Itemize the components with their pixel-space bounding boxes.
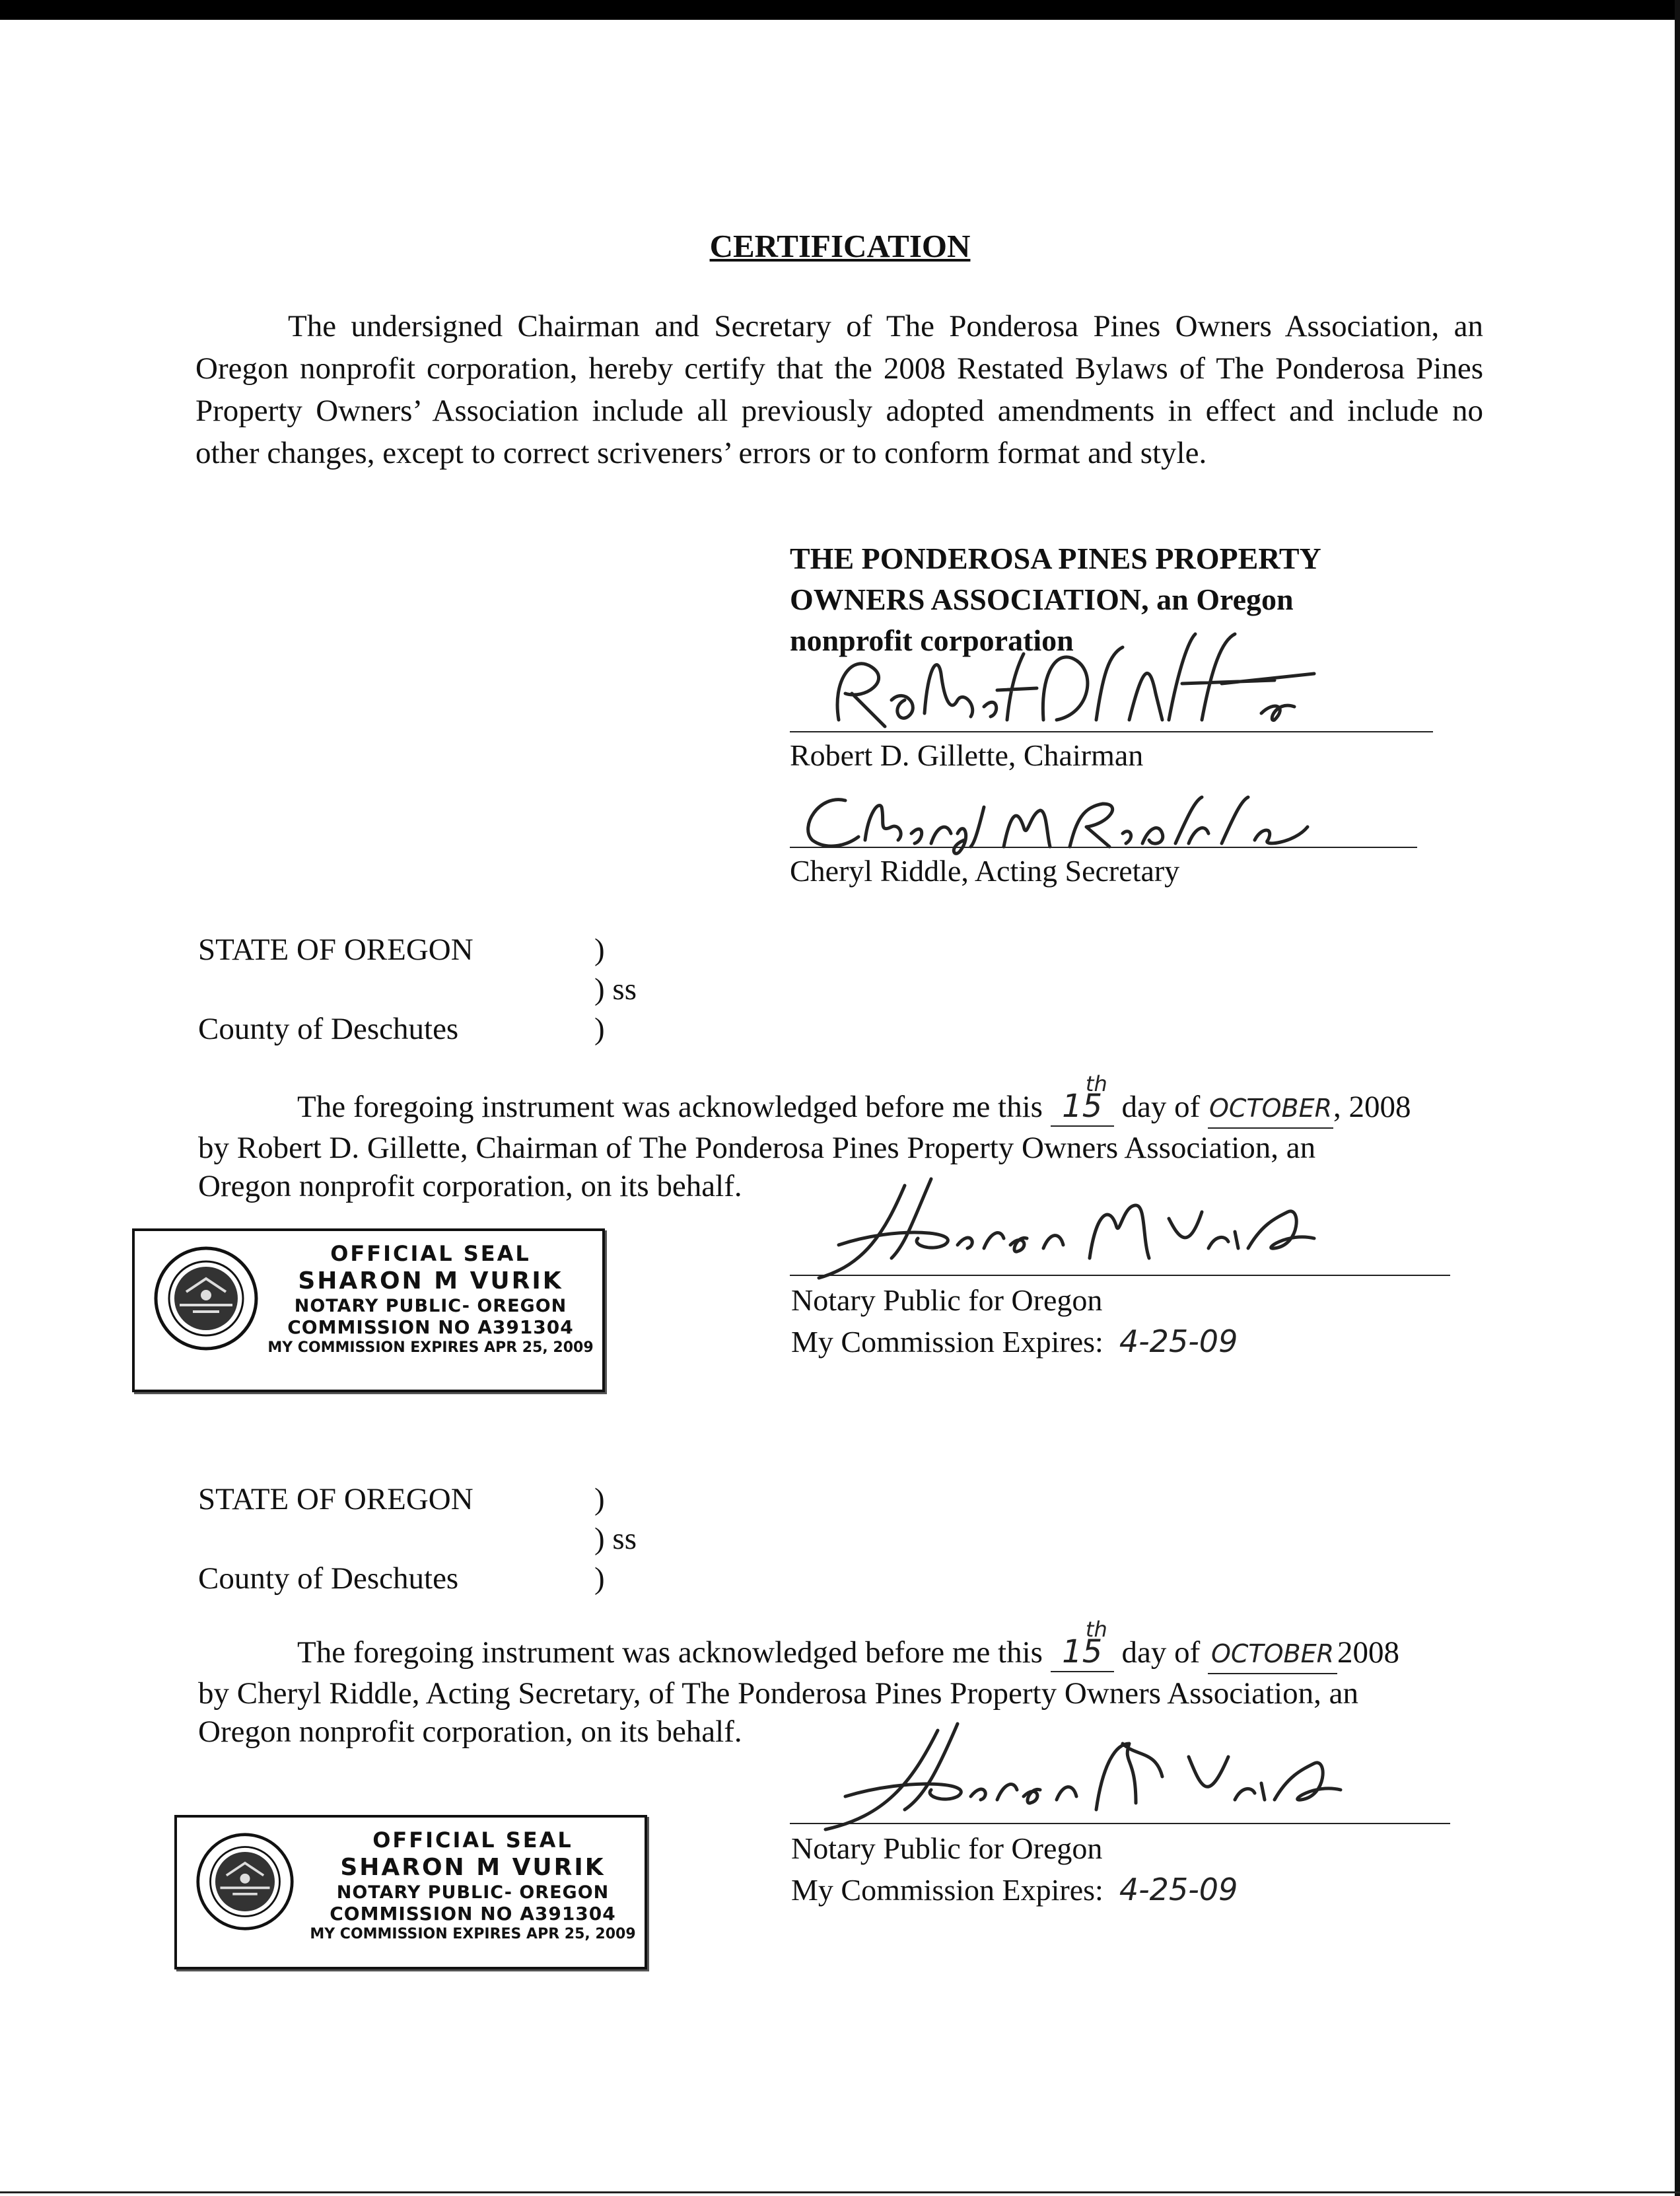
oregon-state-seal-icon <box>195 1832 295 1931</box>
official-seal-1 <box>132 1228 605 1392</box>
notary-signature-line-1 <box>790 1275 1450 1276</box>
paren-close: ) <box>594 1012 605 1046</box>
expires-value: 4-25-09 <box>1119 1324 1238 1359</box>
day-value: 15 <box>1062 1633 1103 1670</box>
commission-expires-1 <box>791 1324 1238 1359</box>
venue-block-1 <box>198 930 637 1049</box>
day-suffix: th <box>1085 1617 1107 1642</box>
day-value: 15 <box>1062 1088 1103 1125</box>
ack-lead: The foregoing instrument was acknowledged before me this <box>297 1635 1043 1670</box>
oregon-state-seal-icon <box>153 1246 259 1351</box>
day-suffix: th <box>1085 1071 1107 1096</box>
official-seal-2 <box>174 1815 647 1969</box>
chairman-signature <box>812 627 1341 740</box>
county-label: County of Deschutes <box>198 1561 459 1596</box>
seal-line-4: COMMISSION NO A391304 <box>287 1316 574 1338</box>
seal-line-1: OFFICIAL SEAL <box>330 1241 531 1266</box>
ack-line-2: by Cheryl Riddle, Acting Secretary, of The Ponderosa Pines Property Owners Association, an <box>198 1676 1358 1711</box>
county-label: County of Deschutes <box>198 1012 459 1046</box>
month-field <box>1208 1635 1337 1674</box>
page-title: CERTIFICATION <box>709 228 971 264</box>
ack-line-2: by Robert D. Gillette, Chairman of The Ponderosa Pines Property Owners Association, an <box>198 1131 1316 1165</box>
state-label: STATE OF OREGON <box>198 933 473 967</box>
corporation-line-1: THE PONDEROSA PINES PROPERTY <box>790 542 1321 575</box>
seal-line-5: MY COMMISSION EXPIRES APR 25, 2009 <box>267 1339 594 1356</box>
day-of-label: day of <box>1121 1635 1201 1670</box>
certification-paragraph <box>195 305 1483 474</box>
year-label: 2008 <box>1337 1635 1399 1670</box>
expires-label: My Commission Expires: <box>791 1325 1103 1359</box>
expires-label: My Commission Expires: <box>791 1873 1103 1907</box>
seal-line-3: NOTARY PUBLIC- OREGON <box>336 1882 610 1903</box>
venue-block-2 <box>198 1479 637 1598</box>
notary-label-1: Notary Public for Oregon <box>791 1283 1103 1317</box>
seal-line-1: OFFICIAL SEAL <box>372 1827 573 1853</box>
notary-signature-1 <box>799 1172 1393 1291</box>
day-field <box>1051 1617 1114 1672</box>
seal-line-4: COMMISSION NO A391304 <box>330 1903 616 1925</box>
paren-open: ) <box>594 1482 605 1516</box>
corporation-line-2: OWNERS ASSOCIATION, an Oregon <box>790 583 1294 616</box>
state-label: STATE OF OREGON <box>198 1482 473 1516</box>
commission-expires-2 <box>791 1872 1238 1907</box>
month-field <box>1208 1089 1333 1129</box>
day-of-label: day of <box>1121 1090 1201 1124</box>
paren-close: ) <box>594 1561 605 1596</box>
chairman-signature-line <box>790 731 1433 732</box>
year-label: , 2008 <box>1333 1090 1411 1124</box>
paren-open: ) <box>594 933 605 967</box>
month-value: OCTOBER <box>1210 1639 1335 1668</box>
secretary-label: Cheryl Riddle, Acting Secretary <box>790 854 1180 888</box>
seal-line-2: SHARON M VURIK <box>340 1854 606 1881</box>
secretary-signature-line <box>790 847 1417 848</box>
certification-text: The undersigned Chairman and Secretary of The Ponderosa Pines Owners Association, an Oregon nonprofit corporation, hereby certify that the 2008 Restated Bylaws of The Ponderosa Pines Property Owners’ Association include all previously adopted amendments in effect and include no other changes, except to correct scriveners’ errors or to conform format and style. <box>195 309 1483 470</box>
notary-signature-line-2 <box>790 1823 1450 1824</box>
notary-label-2: Notary Public for Oregon <box>791 1831 1103 1865</box>
day-field <box>1051 1071 1114 1127</box>
ss-marker: ) ss <box>594 1522 637 1556</box>
ack-lead: The foregoing instrument was acknowledged before me this <box>297 1090 1043 1124</box>
chairman-label: Robert D. Gillette, Chairman <box>790 738 1144 772</box>
month-value: OCTOBER <box>1208 1094 1333 1123</box>
ack-line-3: Oregon nonprofit corporation, on its behalf. <box>198 1169 742 1203</box>
seal-line-3: NOTARY PUBLIC- OREGON <box>294 1296 567 1316</box>
ss-marker: ) ss <box>594 972 637 1007</box>
secretary-signature <box>792 787 1360 860</box>
ack-line-3: Oregon nonprofit corporation, on its behalf. <box>198 1715 742 1749</box>
expires-value: 4-25-09 <box>1119 1872 1238 1907</box>
seal-line-2: SHARON M VURIK <box>298 1267 563 1294</box>
corporation-line-3: nonprofit corporation <box>790 623 1074 657</box>
seal-line-5: MY COMMISSION EXPIRES APR 25, 2009 <box>310 1926 636 1942</box>
